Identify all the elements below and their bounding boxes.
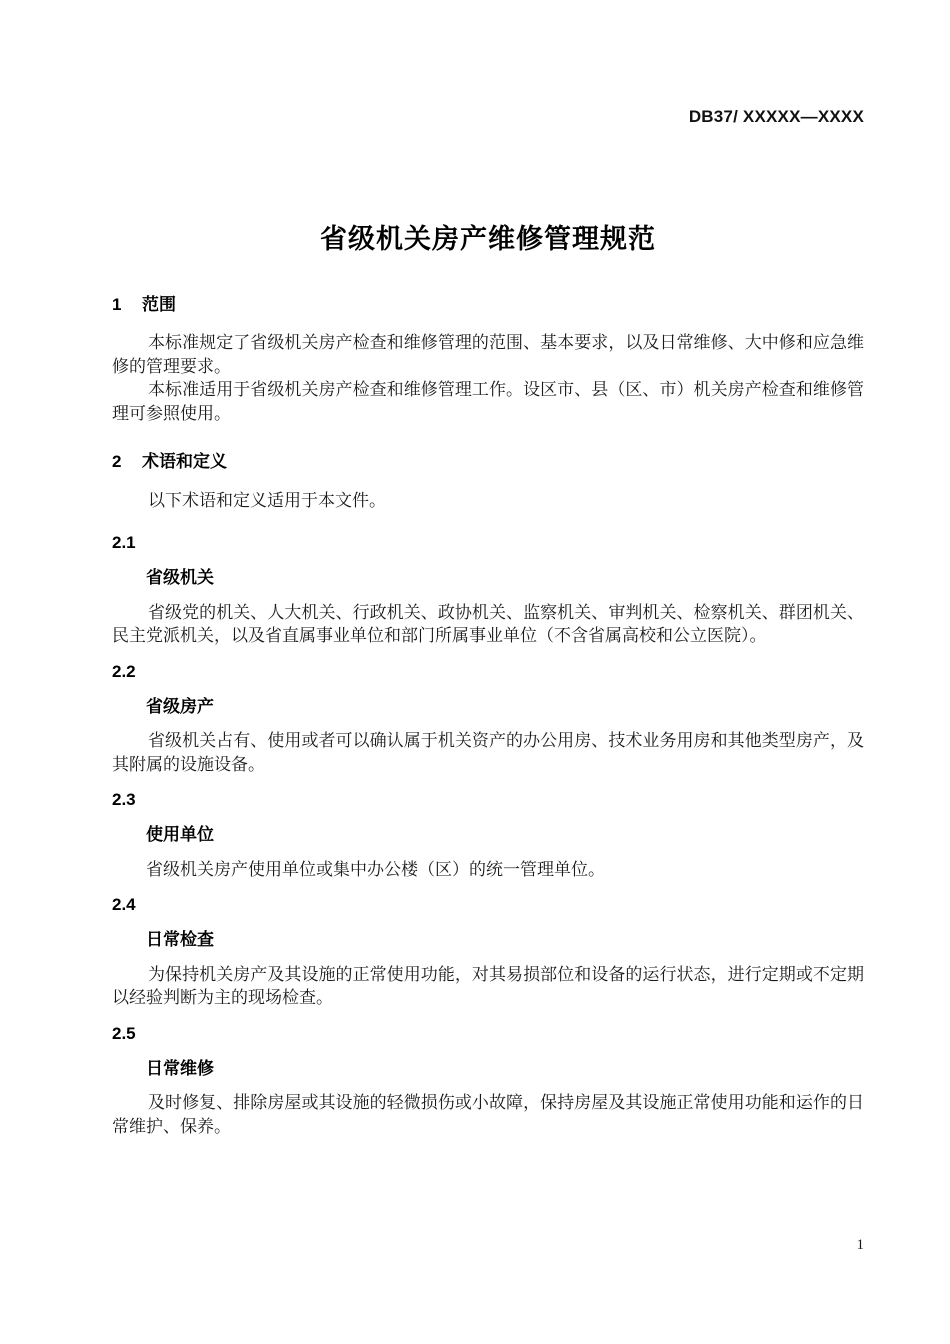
term-definition-2-5: 及时修复、排除房屋或其设施的轻微损伤或小故障，保持房屋及其设施正常使用功能和运作的日常维护、保养。 bbox=[112, 1093, 864, 1136]
spacer bbox=[112, 776, 864, 789]
spacer bbox=[112, 512, 864, 532]
term-label-2-1: 省级机关 bbox=[146, 568, 214, 588]
clause-number-1: 1 bbox=[112, 295, 122, 314]
term-label-2-3: 使用单位 bbox=[146, 825, 214, 845]
page-title: 省级机关房产维修管理规范 bbox=[320, 224, 656, 255]
term-definition-2-4: 为保持机关房产及其设施的正常使用功能，对其易损部位和设备的运行状态，进行定期或不定期以经验判断为主的现场检查。 bbox=[112, 964, 864, 1007]
document-body bbox=[112, 294, 864, 1138]
clause-title-1: 范围 bbox=[142, 295, 176, 314]
term-label-2-2: 省级房产 bbox=[146, 696, 214, 716]
document-header-code: DB37/ XXXXX—XXXX bbox=[688, 107, 864, 126]
clause-title-2: 术语和定义 bbox=[142, 452, 227, 472]
term-label-2-4: 日常检查 bbox=[146, 930, 214, 950]
clause-1-paragraph-1: 本标准规定了省级机关房产检查和维修管理的范围、基本要求，以及日常维修、大中修和应急维修的管理要求。 bbox=[112, 333, 864, 376]
term-number-2-3: 2.3 bbox=[112, 790, 136, 809]
term-definition-2-3: 省级机关房产使用单位或集中办公楼（区）的统一管理单位。 bbox=[146, 859, 605, 879]
spacer bbox=[112, 648, 864, 661]
page-number: 1 bbox=[856, 1237, 864, 1253]
spacer bbox=[112, 425, 864, 451]
term-number-2-5: 2.5 bbox=[112, 1023, 136, 1043]
term-definition-2-2: 省级机关占有、使用或者可以确认属于机关资产的办公用房、技术业务用房和其他类型房产，及其附属的设施设备。 bbox=[112, 731, 864, 774]
clause-2-paragraph-1: 以下术语和定义适用于本文件。 bbox=[148, 490, 386, 510]
term-label-2-5: 日常维修 bbox=[146, 1058, 214, 1078]
term-definition-2-1: 省级党的机关、人大机关、行政机关、政协机关、监察机关、审判机关、检察机关、群团机关、民主党派机关，以及省直属事业单位和部门所属事业单位（不含省属高校和公立医院）。 bbox=[112, 602, 864, 645]
term-number-2-4: 2.4 bbox=[112, 895, 136, 914]
clause-heading-2 bbox=[112, 451, 864, 472]
spacer bbox=[112, 1010, 864, 1023]
spacer bbox=[112, 881, 864, 894]
clause-heading-1 bbox=[112, 294, 864, 315]
term-number-2-1: 2.1 bbox=[112, 533, 136, 552]
clause-1-paragraph-2: 本标准适用于省级机关房产检查和维修管理工作。设区市、县（区、市）机关房产检查和维修管理可参照使用。 bbox=[112, 380, 864, 423]
term-number-2-2: 2.2 bbox=[112, 661, 136, 681]
clause-number-2: 2 bbox=[112, 452, 122, 472]
